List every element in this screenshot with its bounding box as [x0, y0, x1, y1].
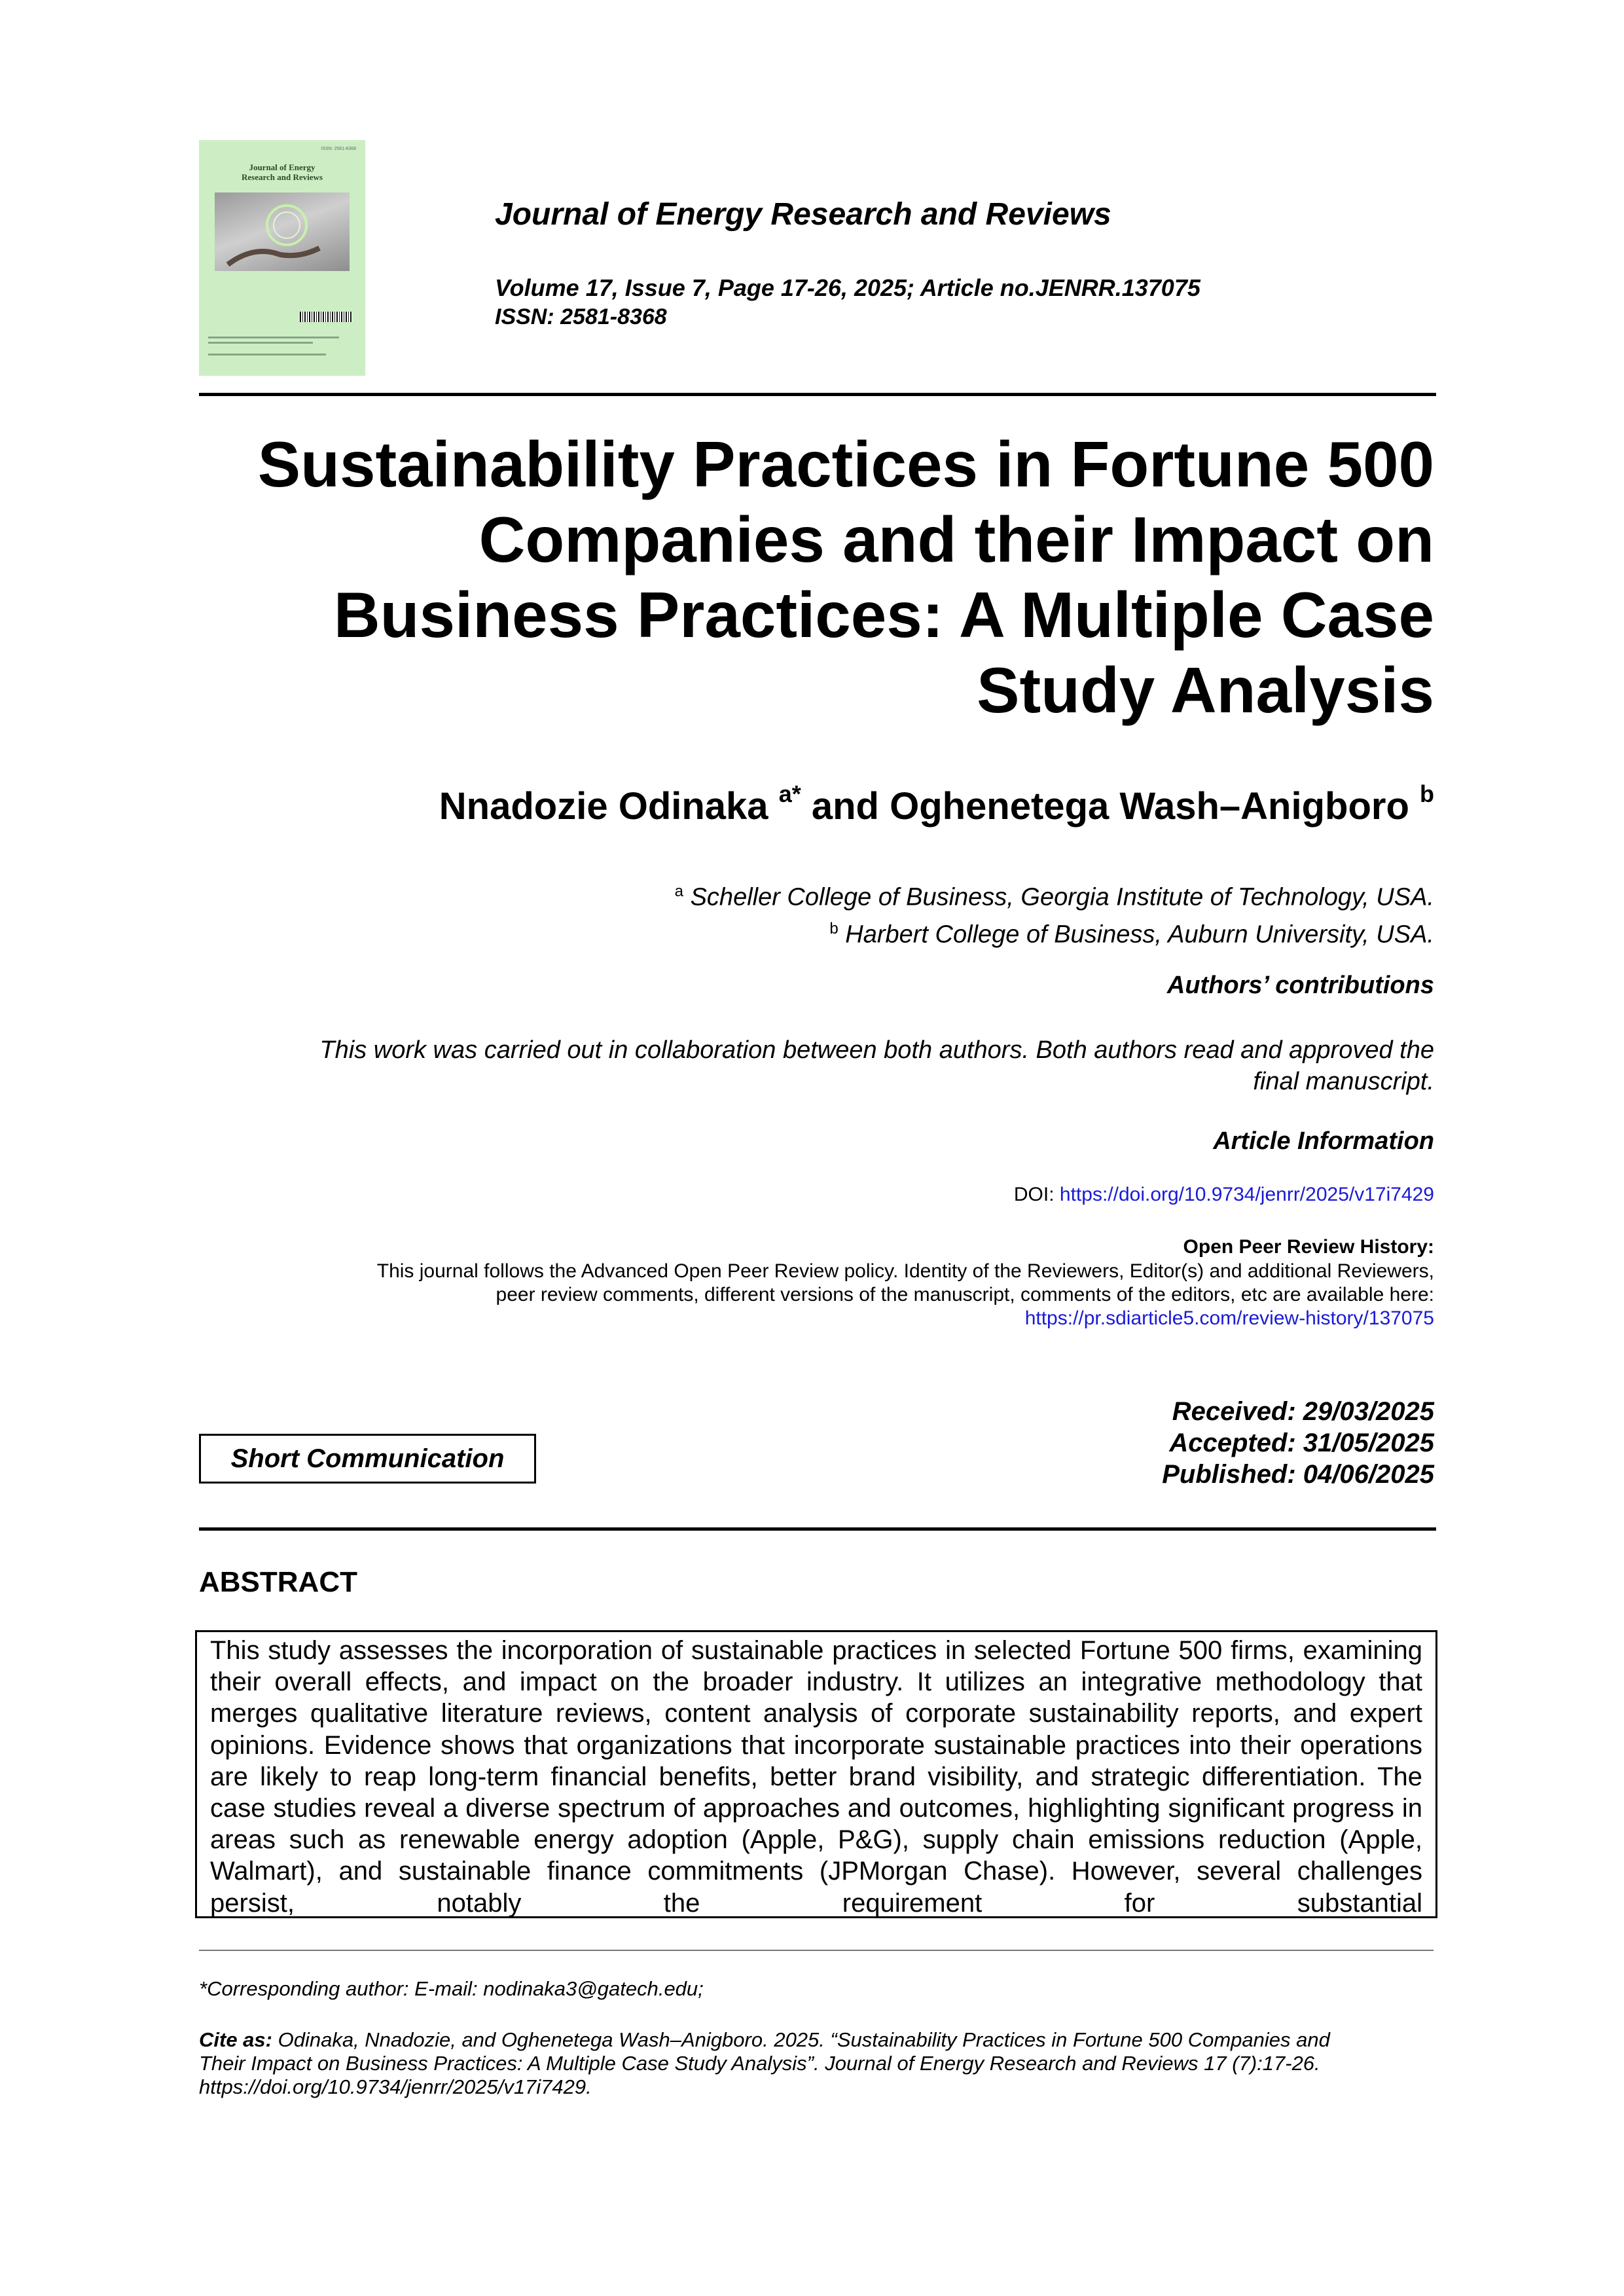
glowing-sphere-icon [215, 192, 350, 271]
contributions-heading: Authors’ contributions [1166, 972, 1434, 999]
barcode [300, 312, 352, 322]
author-affiliation-mark: a* [778, 780, 801, 807]
received-date: Received: 29/03/2025 [1172, 1397, 1434, 1426]
journal-cover-image [199, 140, 365, 376]
published-date: Published: 04/06/2025 [1162, 1460, 1434, 1489]
issn: ISSN: 2581-8368 [495, 304, 667, 329]
header-divider [199, 393, 1436, 396]
section-divider [199, 1527, 1436, 1531]
affiliation-b: $^b$ Harbert College of Business, Auburn University, USA. [829, 919, 1434, 949]
citation-note: Cite as: Odinaka, Nnadozie, and Oghenetega Wash–Anigboro. 2025. “Sustainability Practices in Fortune 500 Companies and Their Impact on Business Practices: A Multiple Case Study Analysis”. Journal of Energy Research and Reviews 17 (7):17-26. https://doi.org/10.9734/jenrr/2025/v17i7429. [199, 2028, 1330, 2098]
peer-review-text: This journal follows the Advanced Open Peer Review policy. Identity of the Reviewers, Editor(s) and additional Reviewers, peer review comments, different versions of the manuscript, comments of the editors, etc are available here: https://pr.sdiarticle5.com/review-history/137075 [376, 1260, 1434, 1329]
abstract-heading: ABSTRACT [199, 1566, 357, 1598]
footnote-divider [199, 1950, 1434, 1951]
corresponding-author-note: *Corresponding author: E-mail: nodinaka3@gatech.edu; [199, 1977, 704, 2000]
author-affiliation-mark: b [1420, 780, 1434, 807]
cover-issn: ISSN: 2581-8368 [321, 147, 356, 151]
affiliation-a: $^a$ Scheller College of Business, Georgia Institute of Technology, USA. [674, 883, 1434, 911]
article-dates [1162, 1396, 1434, 1490]
doi-link[interactable]: https://doi.org/10.9734/jenrr/2025/v17i7429 [1059, 1184, 1434, 1205]
article-type-badge: Short Communication [199, 1434, 536, 1484]
journal-name: Journal of Energy Research and Reviews [495, 197, 1111, 232]
author-name: Oghenetega Wash–Anigboro [890, 785, 1409, 828]
accepted-date: Accepted: 31/05/2025 [1169, 1429, 1434, 1457]
peer-review-heading: Open Peer Review History: [1183, 1236, 1434, 1258]
cite-label: Cite as: [199, 2028, 272, 2051]
cover-text-line [208, 354, 326, 355]
article-information-heading: Article Information [1213, 1127, 1434, 1155]
cover-text-line [208, 337, 339, 338]
affiliations [675, 876, 1434, 950]
volume-info: Volume 17, Issue 7, Page 17-26, 2025; Article no.JENRR.137075 [495, 274, 1200, 301]
abstract-text: This study assesses the incorporation of sustainable practices in selected Fortune 500 firms, examining their overall effects, and impact on the broader industry. It utilizes an integrative methodology that merges qualitative literature reviews, content analysis of corporate sustainability reports, and expert opinions. Evidence shows that organizations that incorporate sustainable practices into their operations are likely to reap long-term financial benefits, better brand visibility, and strategic differentiation. The case studies reveal a diverse spectrum of approaches and outcomes, highlighting significant progress in areas such as renewable energy adoption (Apple, P&G), supply chain emissions reduction (Apple, Walmart), and sustainable finance commitments (JPMorgan Chase). However, several challenges persist, notably the requirement for substantial [195, 1630, 1437, 1918]
peer-review-link[interactable]: https://pr.sdiarticle5.com/review-history/137075 [1024, 1307, 1434, 1329]
cover-title: Journal of Energy Research and Reviews [242, 162, 323, 182]
author-line: Nnadozie Odinaka $^{a*}$ and Oghenetega Wash–Anigboro $^b$ [439, 780, 1434, 828]
article-title: Sustainability Practices in Fortune 500 Companies and their Impact on Business Practices: A Multiple Case Study Analysis [257, 428, 1434, 726]
author-name: Nnadozie Odinaka [439, 785, 768, 828]
cover-photo [215, 192, 350, 271]
journal-info [495, 274, 1200, 331]
doi-line: DOI: https://doi.org/10.9734/jenrr/2025/v17i7429 [1013, 1184, 1434, 1205]
cover-text-line [208, 342, 313, 344]
contributions-text: This work was carried out in collaboration between both authors. Both authors read and approved the final manuscript. [319, 1036, 1434, 1095]
